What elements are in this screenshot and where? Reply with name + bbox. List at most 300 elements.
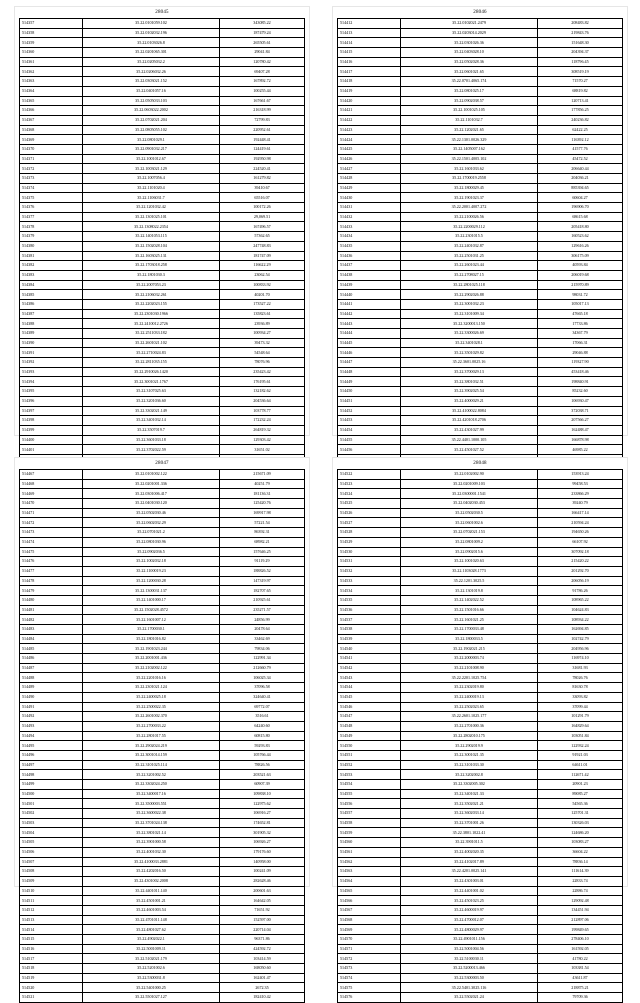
reference-code-cell: 35.22.1301019.8 <box>401 586 538 596</box>
reference-code-cell: 35.22.2910026.1420 <box>83 367 220 377</box>
reference-code-cell: 35.22.3201002.52 <box>83 770 220 780</box>
record-id-cell: 514430 <box>338 193 401 203</box>
amount-cell: 453418.46 <box>538 367 623 377</box>
record-id-cell: 514441 <box>338 299 401 309</box>
record-id-cell: 514415 <box>338 48 401 58</box>
reference-code-cell: 35.22.1101032.7 <box>401 115 538 125</box>
record-id-cell: 514477 <box>20 566 83 576</box>
reference-code-cell: 35.22.4102017.89 <box>401 857 538 867</box>
record-id-cell: 514538 <box>338 625 401 635</box>
amount-cell: 68982.21 <box>220 537 305 547</box>
record-id-cell: 514556 <box>338 799 401 809</box>
reference-code-cell: 35.22.3302024.250 <box>83 780 220 790</box>
amount-cell: 60604.27 <box>538 193 623 203</box>
record-id-cell: 514530 <box>338 547 401 557</box>
table-row <box>20 280 305 290</box>
table-row <box>20 67 305 77</box>
amount-cell: 23936.89 <box>220 319 305 329</box>
record-id-cell: 514550 <box>338 741 401 751</box>
reference-code-cell: 35.22.0602032.29 <box>83 518 220 528</box>
amount-cell: 99458.53 <box>538 479 623 489</box>
reference-code-cell: 35.22.1902021.215 <box>401 644 538 654</box>
table-row <box>20 270 305 280</box>
amount-cell: 212660.79 <box>220 663 305 673</box>
record-id-cell: 514393 <box>20 367 83 377</box>
amount-cell: 161592.05 <box>538 944 623 954</box>
table-row <box>338 183 623 193</box>
reference-code-cell: 35.22.1700019.2558 <box>401 174 538 184</box>
table-row <box>20 799 305 809</box>
record-id-cell: 514364 <box>20 86 83 96</box>
table-row <box>20 174 305 184</box>
reference-code-cell: 35.22.4401011.140 <box>83 886 220 896</box>
record-id-cell: 514424 <box>338 135 401 145</box>
table-row <box>20 232 305 242</box>
amount-cell: 215671.09 <box>220 470 305 480</box>
reference-code-cell: 35.22.4800029.97 <box>401 925 538 935</box>
amount-cell: 161279.82 <box>220 174 305 184</box>
table-row <box>20 329 305 339</box>
record-id-cell: 514544 <box>338 683 401 693</box>
reference-code-cell: 35.22.3902025.54 <box>401 387 538 397</box>
record-id-cell: 514560 <box>338 838 401 848</box>
record-id-cell: 514539 <box>338 634 401 644</box>
amount-cell: 215420.22 <box>538 557 623 567</box>
table-row <box>338 261 623 271</box>
reference-code-cell: 35.22.2007053.23 <box>83 280 220 290</box>
amount-cell: 173527.22 <box>220 299 305 309</box>
amount-cell: 162401.47 <box>220 973 305 983</box>
table-row <box>20 944 305 954</box>
amount-cell: 124686.20 <box>538 828 623 838</box>
table-row <box>20 847 305 857</box>
amount-cell: 100241.09 <box>220 867 305 877</box>
reference-code-cell: 35.22.5501027.127 <box>83 993 220 1003</box>
table-row <box>338 445 623 455</box>
reference-code-cell: 35.22.4301002.2008 <box>83 876 220 886</box>
amount-cell: 29041.84 <box>220 48 305 58</box>
amount-cell: 122975.62 <box>220 799 305 809</box>
reference-code-cell: 35.22.2201016.16 <box>83 673 220 683</box>
record-id-cell: 514541 <box>338 654 401 664</box>
table-row <box>338 232 623 242</box>
reference-code-cell: 35.22.2902024.219 <box>83 741 220 751</box>
amount-cell: 147319.97 <box>220 576 305 586</box>
table-row <box>20 780 305 790</box>
table-row <box>338 518 623 528</box>
record-id-cell: 514401 <box>20 445 83 455</box>
table-row <box>338 164 623 174</box>
record-id-cell: 514558 <box>338 818 401 828</box>
table-row <box>338 396 623 406</box>
record-id-cell: 514386 <box>20 299 83 309</box>
record-id-cell: 514479 <box>20 586 83 596</box>
table-row <box>338 203 623 213</box>
amount-cell: 36604.22 <box>538 847 623 857</box>
record-id-cell: 514360 <box>20 48 83 58</box>
table-row <box>338 867 623 877</box>
record-id-cell: 514503 <box>20 818 83 828</box>
amount-cell: 194650.26 <box>538 528 623 538</box>
reference-code-cell: 35.22.3401028.1 <box>401 338 538 348</box>
amount-cell: 135823.61 <box>220 309 305 319</box>
amount-cell: 96371.86 <box>220 935 305 945</box>
reference-code-cell: 35.22.3901000.58 <box>83 838 220 848</box>
record-id-cell: 514388 <box>20 319 83 329</box>
table-row <box>20 964 305 974</box>
table-row <box>338 435 623 445</box>
reference-code-cell: 35.22.3101009.34 <box>401 309 538 319</box>
table-row <box>338 222 623 232</box>
reference-code-cell: 35.22.3401032.14 <box>83 416 220 426</box>
record-id-cell: 514575 <box>338 983 401 993</box>
amount-cell: 91119.29 <box>220 557 305 567</box>
table-row <box>20 993 305 1003</box>
reference-code-cell: 35.22.1106031.7 <box>83 193 220 203</box>
record-id-cell: 514414 <box>338 38 401 48</box>
record-id-cell: 514508 <box>20 867 83 877</box>
amount-cell: 105017.13 <box>538 299 623 309</box>
amount-cell: 306175.09 <box>538 251 623 261</box>
table-row <box>338 425 623 435</box>
reference-code-cell: 35.22.5300031.8 <box>83 973 220 983</box>
amount-cell: 54565.36 <box>538 799 623 809</box>
record-id-cell: 514499 <box>20 780 83 790</box>
record-id-cell: 514529 <box>338 537 401 547</box>
reference-code-cell: 35.22.3101025.114 <box>83 760 220 770</box>
table-row <box>338 387 623 397</box>
table-row <box>20 886 305 896</box>
table-row <box>20 876 305 886</box>
amount-cell: 23062.54 <box>220 270 305 280</box>
amount-cell: 120713.41 <box>538 96 623 106</box>
amount-cell: 39240.79 <box>538 499 623 509</box>
record-id-cell: 514543 <box>338 673 401 683</box>
table-row <box>338 973 623 983</box>
reference-code-cell: 35.22.0303021.152 <box>83 77 220 87</box>
reference-code-cell: 35.22.3501029.82 <box>401 348 538 358</box>
amount-cell: 140958.00 <box>220 857 305 867</box>
reference-code-cell: 35.22.1801016.82 <box>83 634 220 644</box>
amount-cell: 40201.70 <box>220 290 305 300</box>
reference-code-cell: 35.22.1101020.4 <box>83 183 220 193</box>
amount-cell: 129092.48 <box>538 896 623 906</box>
reference-code-cell: 35.22.1201032.42 <box>83 203 220 213</box>
record-id-cell: 514524 <box>338 489 401 499</box>
record-id-cell: 514396 <box>20 396 83 406</box>
table-row <box>338 876 623 886</box>
record-id-cell: 514383 <box>20 270 83 280</box>
table-row <box>338 270 623 280</box>
reference-code-cell: 35.22.1202021.65 <box>401 125 538 135</box>
table-row <box>338 702 623 712</box>
table-row <box>20 222 305 232</box>
reference-code-cell: 35.22.1800029.45 <box>401 183 538 193</box>
table-row <box>338 576 623 586</box>
table-row <box>338 789 623 799</box>
reference-code-cell: 35.22.4000029.21 <box>401 396 538 406</box>
table-row <box>20 416 305 426</box>
table-row <box>338 654 623 664</box>
table-row <box>20 537 305 547</box>
reference-code-cell: 35.22.5100030.11 <box>401 954 538 964</box>
amount-cell: 122991.34 <box>220 654 305 664</box>
amount-cell: 103414.59 <box>220 954 305 964</box>
record-id-cell: 514429 <box>338 183 401 193</box>
table-row <box>20 164 305 174</box>
amount-cell: 100255.44 <box>220 86 305 96</box>
reference-code-cell: 35.22.1501.4005.102 <box>401 154 538 164</box>
table-row <box>338 193 623 203</box>
record-id-cell: 514517 <box>20 954 83 964</box>
amount-cell: 64611.01 <box>538 760 623 770</box>
table-row <box>338 144 623 154</box>
amount-cell: 33462.69 <box>220 634 305 644</box>
reference-code-cell: 35.22.0901032.217 <box>83 144 220 154</box>
reference-code-cell: 35.22.4901011.156 <box>401 935 538 945</box>
reference-code-cell: 35.22.1700033.48 <box>401 625 538 635</box>
record-id-cell: 514512 <box>20 905 83 915</box>
table-row <box>338 470 623 480</box>
reference-code-cell: 35.22.4202016.50 <box>83 867 220 877</box>
record-id-cell: 514531 <box>338 557 401 567</box>
record-id-cell: 514389 <box>20 329 83 339</box>
amount-cell: 264819.32 <box>220 425 305 435</box>
amount-cell: 205418.80 <box>538 222 623 232</box>
table-row <box>20 983 305 993</box>
record-id-cell: 514496 <box>20 750 83 760</box>
reference-code-cell: 35.22.4501027.52 <box>401 445 538 455</box>
amount-cell: 29046.88 <box>538 348 623 358</box>
record-id-cell: 514363 <box>20 77 83 87</box>
record-id-cell: 514540 <box>338 644 401 654</box>
record-id-cell: 514567 <box>338 905 401 915</box>
table-row <box>338 299 623 309</box>
table-row <box>20 319 305 329</box>
amount-cell: 187479.24 <box>220 28 305 38</box>
reference-code-cell: 35.22.0201009.103 <box>401 479 538 489</box>
amount-cell: 307092.18 <box>538 547 623 557</box>
reference-code-cell: 35.22.5200013.466 <box>401 964 538 974</box>
reference-code-cell: 35.22.4501023.25 <box>401 896 538 906</box>
reference-code-cell: 35.22.3801021.14 <box>83 828 220 838</box>
record-id-cell: 514376 <box>20 203 83 213</box>
table-row <box>338 983 623 993</box>
reference-code-cell: 35.22.0502028.36 <box>401 57 538 67</box>
table-row <box>20 377 305 387</box>
table-row <box>20 702 305 712</box>
reference-code-cell: 35.22.1103028.1773 <box>401 566 538 576</box>
table-row <box>20 38 305 48</box>
amount-cell: 71570.27 <box>538 77 623 87</box>
table-row <box>338 673 623 683</box>
reference-code-cell: 35.22.3001032.23 <box>401 299 538 309</box>
table-row <box>338 935 623 945</box>
reference-code-cell: 35.22.1901023.37 <box>401 193 538 203</box>
table-row <box>20 261 305 271</box>
record-id-cell: 514486 <box>20 654 83 664</box>
reference-code-cell: 35.22.3302021.149 <box>83 406 220 416</box>
reference-code-cell: 35.22.3202002.8 <box>401 770 538 780</box>
table-row <box>338 731 623 741</box>
table-row <box>338 605 623 615</box>
record-id-cell: 514370 <box>20 144 83 154</box>
amount-cell: 206640.44 <box>538 164 623 174</box>
reference-code-cell: 35.22.2400019.13 <box>401 692 538 702</box>
table-row <box>20 338 305 348</box>
reference-code-cell: 35.22.2001001.436 <box>83 654 220 664</box>
record-id-cell: 514563 <box>338 867 401 877</box>
record-id-cell: 514366 <box>20 106 83 116</box>
record-id-cell: 514399 <box>20 425 83 435</box>
record-id-cell: 514444 <box>338 329 401 339</box>
record-id-cell: 514432 <box>338 212 401 222</box>
amount-cell: 160523.62 <box>538 232 623 242</box>
amount-cell: 308519.19 <box>538 67 623 77</box>
reference-code-cell: 35.22.2710024.83 <box>83 348 220 358</box>
table-row <box>338 251 623 261</box>
table-row <box>338 358 623 368</box>
reference-code-cell: 35.22.0102032.196 <box>83 28 220 38</box>
reference-code-cell: 35.22.3602033.14 <box>401 809 538 819</box>
amount-cell: 179176.60 <box>220 847 305 857</box>
record-id-cell: 514498 <box>20 770 83 780</box>
record-id-cell: 514379 <box>20 232 83 242</box>
record-id-cell: 514381 <box>20 251 83 261</box>
amount-cell: 3516.61 <box>220 712 305 722</box>
table-row <box>338 86 623 96</box>
reference-code-cell: 35.22.0502030.46 <box>83 508 220 518</box>
table-row <box>338 499 623 509</box>
reference-code-cell: 35.22.2801017.55 <box>83 731 220 741</box>
reference-code-cell: 35.22.2902019.9 <box>401 741 538 751</box>
amount-cell: 424592.72 <box>220 944 305 954</box>
record-id-cell: 514522 <box>338 470 401 480</box>
record-id-cell: 514391 <box>20 348 83 358</box>
table-row <box>338 508 623 518</box>
amount-cell: 224520.41 <box>220 164 305 174</box>
record-id-cell: 514482 <box>20 615 83 625</box>
amount-cell: 104624.83 <box>538 605 623 615</box>
table-row <box>20 135 305 145</box>
amount-cell: 207566.27 <box>538 416 623 426</box>
record-id-cell: 514382 <box>20 261 83 271</box>
amount-cell: 216318.99 <box>220 106 305 116</box>
table-row <box>338 964 623 974</box>
table-row <box>338 557 623 567</box>
record-id-cell: 514395 <box>20 387 83 397</box>
reference-code-cell: 35.22.1200030.28 <box>83 576 220 586</box>
table-row <box>338 329 623 339</box>
table-row <box>338 586 623 596</box>
table-row <box>338 944 623 954</box>
table-row <box>338 750 623 760</box>
reference-code-cell: 35.22.3001014.159 <box>83 750 220 760</box>
amount-cell: 40593.84 <box>538 261 623 271</box>
table-row <box>20 760 305 770</box>
reference-code-cell: 35.22.2401032.87 <box>401 241 538 251</box>
reference-code-cell: 35.22.3001021.35 <box>401 750 538 760</box>
amount-cell: 106025.34 <box>220 673 305 683</box>
table-row <box>338 741 623 751</box>
amount-cell: 196906.70 <box>538 203 623 213</box>
table-row <box>20 673 305 683</box>
reference-code-cell: 35.22.2202023.155 <box>83 299 220 309</box>
amount-cell: 109838.10 <box>220 789 305 799</box>
record-id-cell: 514481 <box>20 605 83 615</box>
record-id-cell: 514384 <box>20 280 83 290</box>
amount-cell: 204536.64 <box>220 396 305 406</box>
table-row <box>338 77 623 87</box>
table-row <box>20 809 305 819</box>
table-row <box>20 683 305 693</box>
reference-code-cell: 35.22.2000003.74 <box>401 654 538 664</box>
record-id-cell: 514359 <box>20 38 83 48</box>
record-id-cell: 514484 <box>20 634 83 644</box>
table-row <box>20 106 305 116</box>
record-id-cell: 514397 <box>20 406 83 416</box>
amount-cell: 17733.86 <box>538 319 623 329</box>
record-id-cell: 514515 <box>20 935 83 945</box>
amount-cell: 218875.21 <box>538 983 623 993</box>
record-id-cell: 514523 <box>338 479 401 489</box>
reference-code-cell: 35.22.2802010.175 <box>401 731 538 741</box>
reference-code-cell: 35.22.1601007.12 <box>83 615 220 625</box>
reference-code-cell: 35.22.2101008.90 <box>401 663 538 673</box>
amount-cell: 81630.78 <box>538 683 623 693</box>
amount-cell: 181747.09 <box>220 251 305 261</box>
reference-code-cell: 35.22.3700029.13 <box>401 367 538 377</box>
reference-code-cell: 35.22.1001020.63 <box>401 557 538 567</box>
table-row <box>20 935 305 945</box>
amount-cell: 57362.65 <box>220 232 305 242</box>
amount-cell: 220714.04 <box>220 925 305 935</box>
amount-cell: 68819.82 <box>538 86 623 96</box>
table-row <box>20 518 305 528</box>
record-id-cell: 514502 <box>20 809 83 819</box>
reference-code-cell: 35.22.1601021.25 <box>401 615 538 625</box>
ledger-table <box>337 469 623 1003</box>
record-id-cell: 514392 <box>20 358 83 368</box>
table-row <box>20 867 305 877</box>
reference-code-cell: 35.22.4002020.35 <box>401 847 538 857</box>
reference-code-cell: 35.22.1100019.23 <box>83 566 220 576</box>
record-id-cell: 514469 <box>20 489 83 499</box>
table-row <box>20 212 305 222</box>
table-row <box>20 77 305 87</box>
record-id-cell: 514510 <box>20 886 83 896</box>
record-id-cell: 514497 <box>20 760 83 770</box>
reference-code-cell: 35.22.1901023.244 <box>83 644 220 654</box>
reference-code-cell: 35.22.1401000.17 <box>83 595 220 605</box>
reference-code-cell: 35.22.3801032.51 <box>401 377 538 387</box>
table-row <box>338 57 623 67</box>
reference-code-cell: 35.22.3107025.63 <box>83 387 220 397</box>
reference-code-cell: 35.22.2701000.36 <box>401 721 538 731</box>
table-row <box>20 348 305 358</box>
amount-cell: 129616.26 <box>538 241 623 251</box>
record-id-cell: 514516 <box>20 944 83 954</box>
amount-cell: 181136.31 <box>220 489 305 499</box>
record-id-cell: 514372 <box>20 164 83 174</box>
reference-code-cell: 35.22.3600022.38 <box>83 809 220 819</box>
table-row <box>20 396 305 406</box>
reference-code-cell: 35.22.1402022.52 <box>401 595 538 605</box>
reference-code-cell: 35.22.4301027.99 <box>401 425 538 435</box>
amount-cell: 41577.76 <box>538 144 623 154</box>
record-id-cell: 514535 <box>338 595 401 605</box>
record-id-cell: 514568 <box>338 915 401 925</box>
